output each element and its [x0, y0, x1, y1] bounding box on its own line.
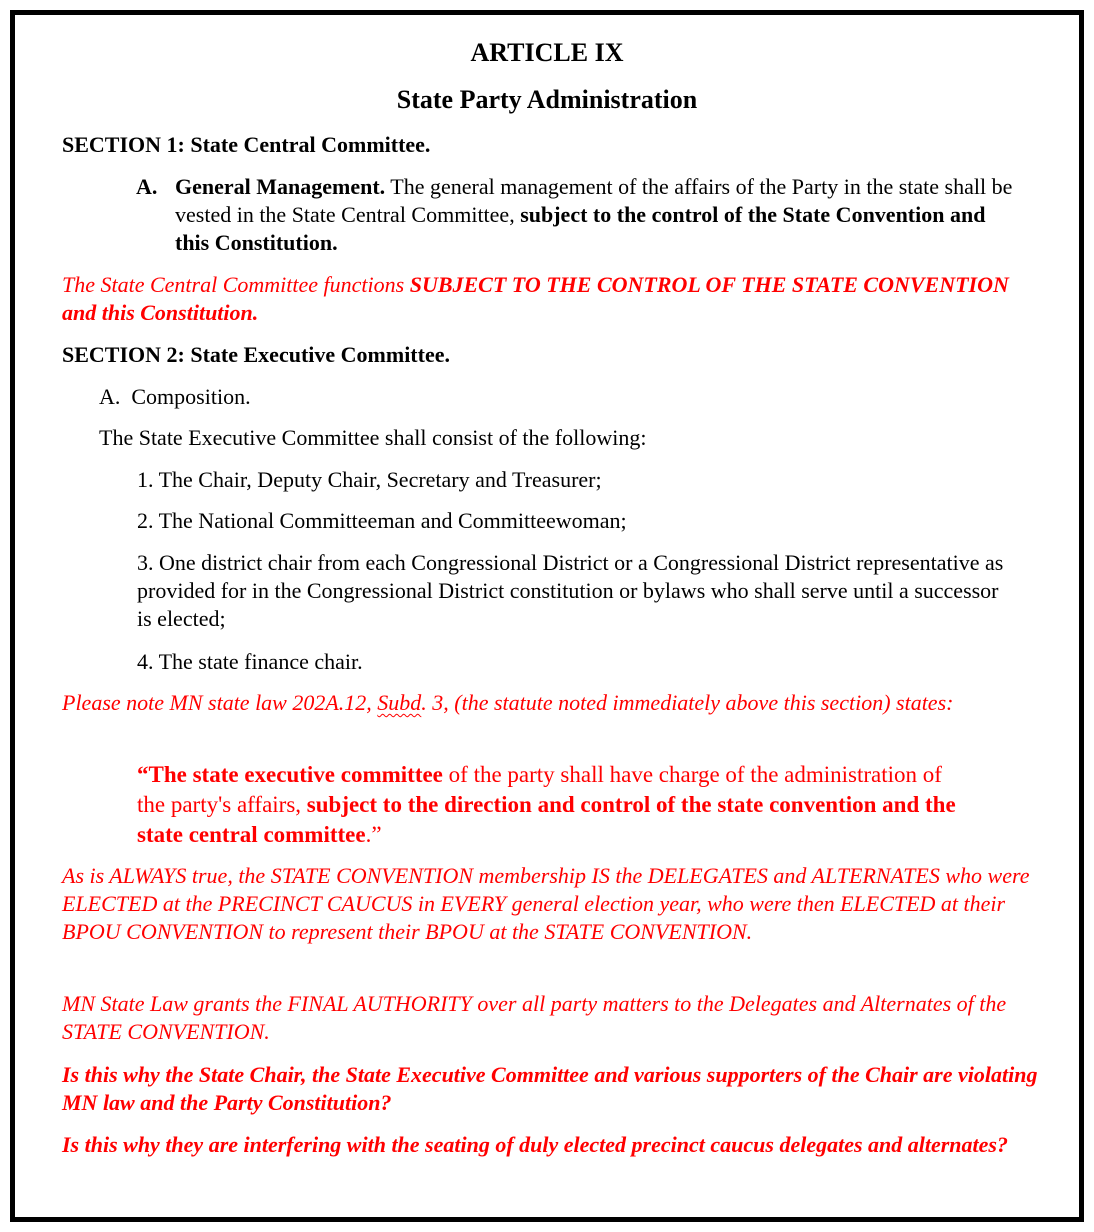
- question-2: Is this why they are interfering with the seating of duly elected precinct caucus delegates and alternates?: [62, 1132, 1008, 1157]
- quote-open: “: [137, 762, 149, 787]
- list-item: 4. The state finance chair.: [137, 649, 363, 674]
- list-item: 3. One district chair from each Congressional District or a Congressional District representative as provided for in the Congressional District constitution or bylaws who shall serve until a successor is elected;: [137, 550, 1004, 631]
- list-item: 1. The Chair, Deputy Chair, Secretary and Treasurer;: [137, 467, 602, 492]
- subd-word: Subd: [377, 690, 422, 715]
- central-committee-note: [62, 271, 1022, 327]
- section-2-heading: SECTION 2: State Executive Committee.: [62, 342, 450, 367]
- central-committee-note-emphasis: SUBJECT TO THE CONTROL OF THE STATE CONVENTION and this Constitution.: [62, 272, 1009, 325]
- document-frame: [10, 10, 1084, 1222]
- general-management-text: The general management of the affairs of the Party in the state shall be vested in the State Central Committee,: [175, 174, 1013, 227]
- document-page: [15, 15, 1079, 1217]
- composition-intro: The State Executive Committee shall consist of the following:: [99, 425, 647, 450]
- quote-part-2: of the party shall have charge of the administration of the party's affairs,: [137, 762, 942, 817]
- section-1-heading: SECTION 1: State Central Committee.: [62, 132, 431, 157]
- quote-part-1: The state executive committee: [148, 762, 443, 787]
- central-committee-note-lead: The State Central Committee functions: [62, 272, 410, 297]
- law-note-pre: Please note MN state law 202A.12,: [62, 690, 378, 715]
- general-management-label: General Management.: [175, 174, 386, 199]
- authority-paragraph: MN State Law grants the FINAL AUTHORITY over all party matters to the Delegates and Alternates of the STATE CONVENTION.: [62, 991, 1007, 1044]
- item-marker: A.: [136, 174, 158, 199]
- quote-part-3: subject to the direction and control of the state convention and the state central committee: [137, 792, 956, 847]
- question-1: Is this why the State Chair, the State Executive Committee and various supporters of the Chair are violating MN law and the Party Constitution?: [62, 1062, 1038, 1115]
- law-note: [62, 689, 1022, 717]
- article-number: ARTICLE IX: [470, 38, 624, 67]
- quote-close: .”: [365, 822, 382, 847]
- section-1-item-a: [175, 173, 1015, 257]
- membership-paragraph: As is ALWAYS true, the STATE CONVENTION membership IS the DELEGATES and ALTERNATES who were ELECTED at the PRECINCT CAUCUS in EVERY general election year, who were then ELECTED at their BPOU CONVENTION to represent their BPOU at the STATE CONVENTION.: [62, 863, 1030, 944]
- composition-item: A. Composition.: [99, 384, 251, 409]
- article-title: State Party Administration: [396, 85, 698, 114]
- list-item: 2. The National Committeeman and Committeewoman;: [137, 508, 627, 533]
- statute-quote: [137, 760, 957, 850]
- general-management-bold-tail: subject to the control of the State Convention and this Constitution.: [175, 202, 986, 255]
- law-note-post: . 3, (the statute noted immediately above this section) states:: [421, 690, 954, 715]
